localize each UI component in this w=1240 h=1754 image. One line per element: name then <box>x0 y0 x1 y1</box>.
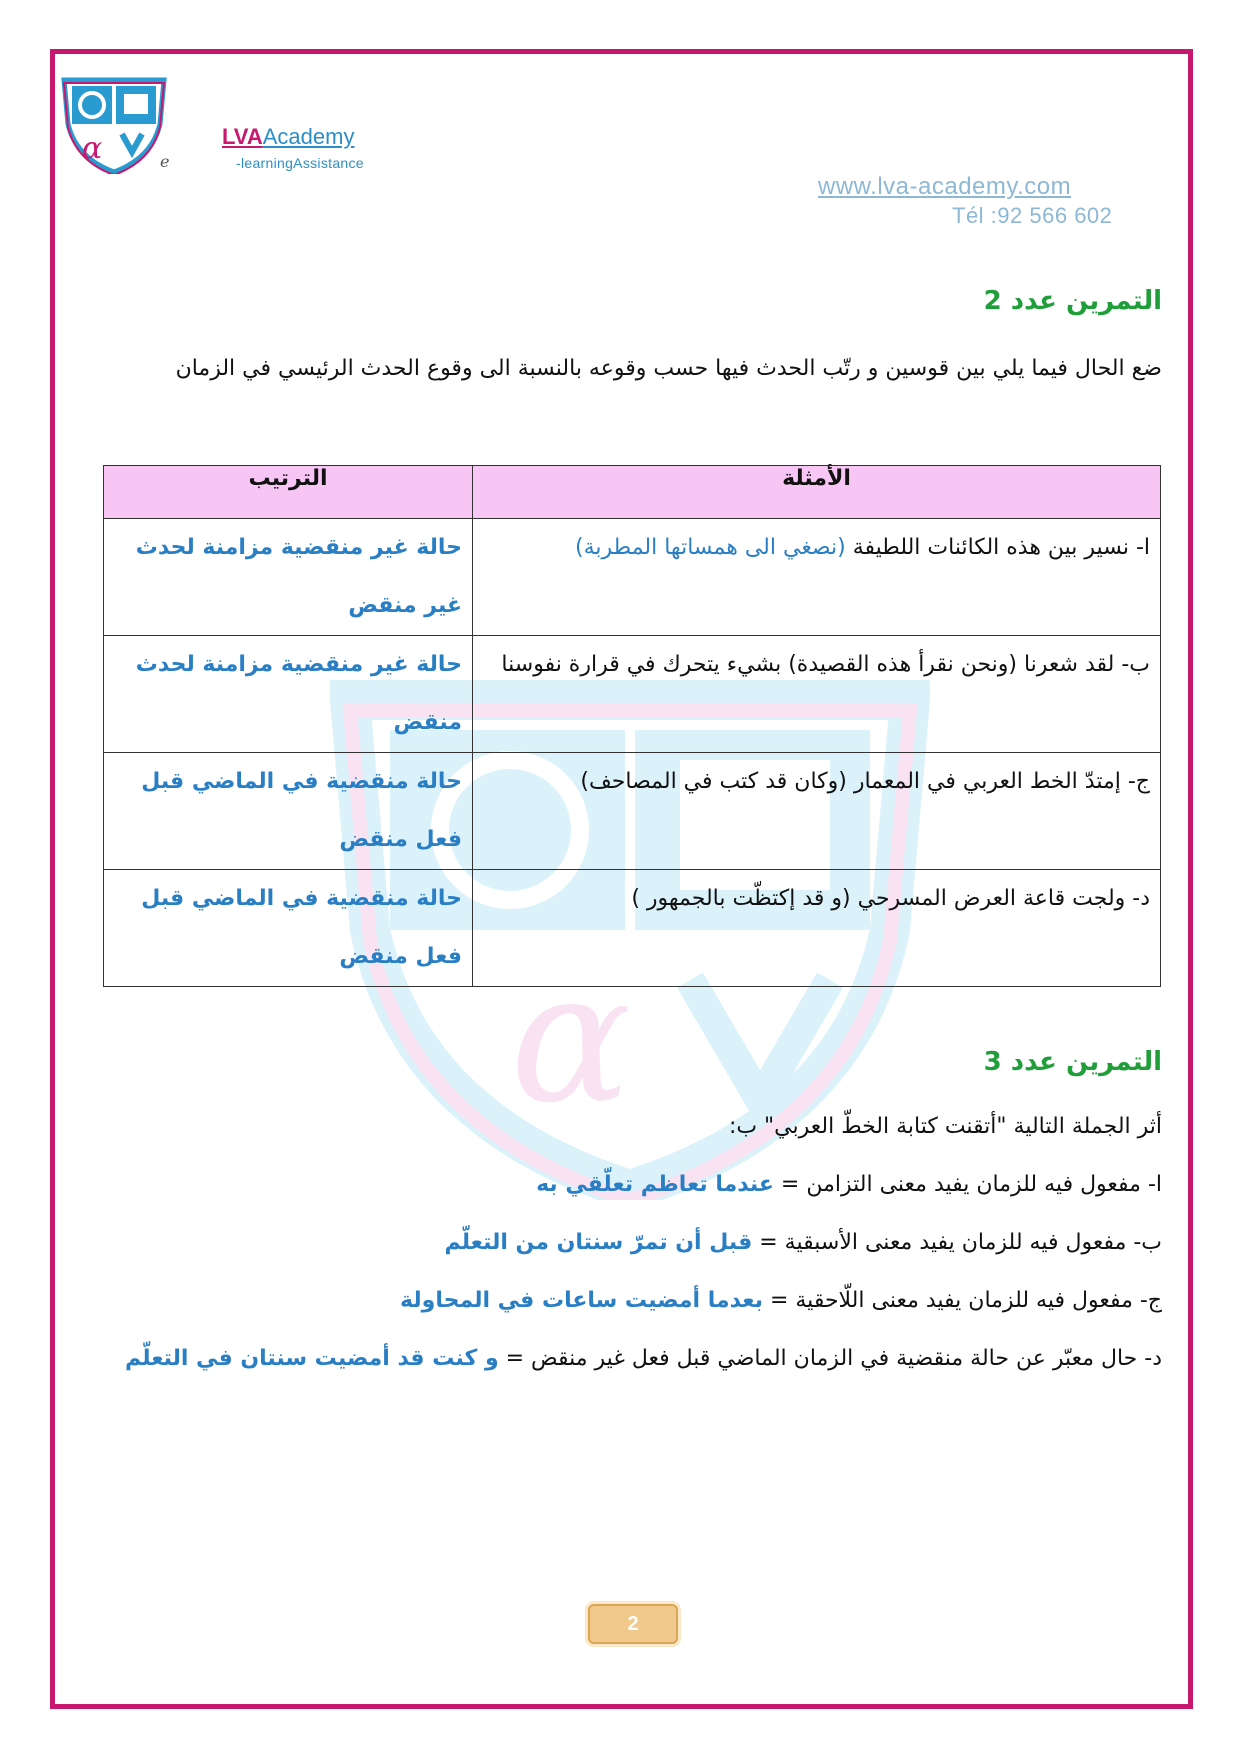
example-cell: ج- إمتدّ الخط العربي في المعمار (وكان قد كتب في المصاحف) <box>473 753 1161 870</box>
website-link[interactable]: www.lva-academy.com <box>818 173 1072 200</box>
header-examples: الأمثلة <box>473 466 1161 519</box>
table-header-row <box>104 466 1161 519</box>
item-answer: و كنت قد أمضيت سنتان في التعلّم <box>124 1346 499 1371</box>
logo-e-mark: e <box>160 152 170 171</box>
exercise-3-item <box>102 1214 1162 1271</box>
example-cell: ب- لقد شعرنا (ونحن نقرأ هذه القصيدة) بشيء يتحرك في قرارة نفوسنا <box>473 636 1161 753</box>
exercise-3-intro: أثر الجملة التالية "أتقنت كتابة الخطّ العربي" ب: <box>728 1114 1162 1139</box>
answer-cell: حالة غير منقضية مزامنة لحدث منقض <box>104 636 473 753</box>
svg-text:α: α <box>510 934 632 1143</box>
brand-tagline: -learningAssistance <box>236 155 364 171</box>
table-row <box>104 870 1161 987</box>
phone-number: Tél :92 566 602 <box>952 203 1113 228</box>
answer-cell: حالة منقضية في الماضي قبل فعل منقض <box>104 870 473 987</box>
exercise-3-item <box>102 1272 1162 1329</box>
brand-lva: LVA <box>222 124 263 149</box>
table-row <box>104 519 1161 636</box>
example-cell <box>473 519 1161 636</box>
example-parenthetical: (نصغي الى همساتها المطربة) <box>575 535 846 560</box>
item-prompt: ب- مفعول فيه للزمان يفيد معنى الأسبقية = <box>752 1230 1162 1255</box>
exercise-2-title: التمرين عدد 2 <box>983 286 1162 316</box>
brand-name <box>222 124 354 150</box>
item-answer: قبل أن تمرّ سنتان من التعلّم <box>444 1230 753 1255</box>
answer-cell: حالة منقضية في الماضي قبل فعل منقض <box>104 753 473 870</box>
page-number-badge: 2 <box>588 1604 678 1644</box>
item-prompt: ا- مفعول فيه للزمان يفيد معنى التزامن = <box>773 1172 1162 1197</box>
item-prompt: د- حال معبّر عن حالة منقضية في الزمان الماضي قبل فعل غير منقض = <box>498 1346 1162 1371</box>
exercise-2-instruction: ضع الحال فيما يلي بين قوسين و رتّب الحدث فيها حسب وقوعه بالنسبة الى وقوع الحدث الرئيسي في الزمان <box>175 356 1162 381</box>
table-row <box>104 753 1161 870</box>
example-text: ا- نسير بين هذه الكائنات اللطيفة <box>845 535 1150 560</box>
table-row <box>104 636 1161 753</box>
exercise-3-item <box>102 1156 1162 1213</box>
svg-text:α: α <box>82 131 103 166</box>
answer-cell: حالة غير منقضية مزامنة لحدث غير منقض <box>104 519 473 636</box>
exercise-3-title: التمرين عدد 3 <box>983 1047 1162 1077</box>
item-answer: بعدما أمضيت ساعات في المحاولة <box>400 1288 763 1313</box>
lva-logo <box>60 76 168 174</box>
exercise-2-table <box>103 465 1161 987</box>
brand-academy: Academy <box>262 124 355 149</box>
header-order: الترتيب <box>104 466 473 519</box>
example-cell: د- ولجت قاعة العرض المسرحي (و قد إكتظّت بالجمهور ) <box>473 870 1161 987</box>
item-prompt: ج- مفعول فيه للزمان يفيد معنى اللّاحقية = <box>762 1288 1162 1313</box>
item-answer: عندما تعاظم تعلّقي به <box>536 1172 774 1197</box>
exercise-3-item <box>102 1330 1162 1387</box>
